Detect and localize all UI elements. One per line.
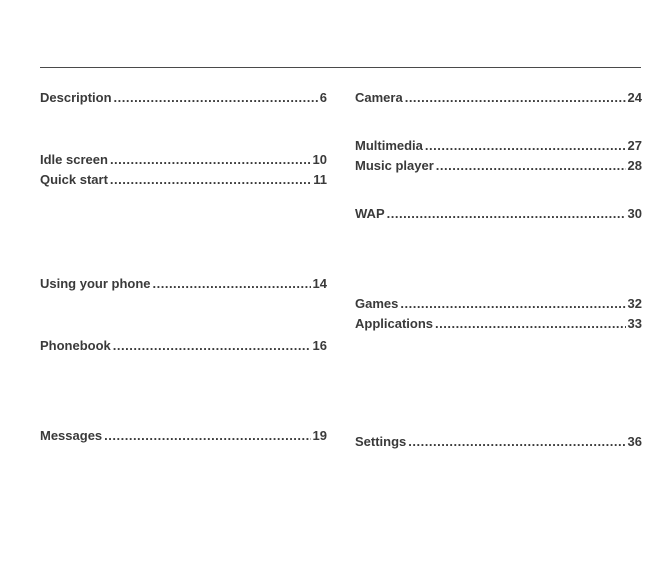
toc-entry-settings[interactable] bbox=[355, 434, 642, 450]
toc-title: Settings bbox=[355, 434, 407, 449]
toc-title: WAP bbox=[355, 206, 385, 221]
toc-leader bbox=[114, 90, 318, 106]
toc-title: Description bbox=[40, 90, 112, 105]
toc-page-number: 36 bbox=[627, 434, 642, 449]
toc-entry-games[interactable] bbox=[355, 296, 642, 312]
toc-entry-multimedia[interactable] bbox=[355, 138, 642, 154]
toc-leader bbox=[110, 152, 311, 168]
toc-title: Using your phone bbox=[40, 276, 151, 291]
toc-leader bbox=[435, 316, 626, 332]
toc-entry-using-your-phone[interactable] bbox=[40, 276, 327, 292]
toc-leader bbox=[400, 296, 625, 312]
toc-title: Multimedia bbox=[355, 138, 423, 153]
toc-page-number: 28 bbox=[627, 158, 642, 173]
header-rule bbox=[40, 67, 641, 68]
toc-title: Messages bbox=[40, 428, 103, 443]
toc-leader bbox=[387, 206, 626, 222]
toc-page-number: 24 bbox=[627, 90, 642, 105]
toc-title: Idle screen bbox=[40, 152, 108, 167]
toc-page-number: 10 bbox=[312, 152, 327, 167]
toc-title: Games bbox=[355, 296, 399, 311]
toc-page-number: 32 bbox=[627, 296, 642, 311]
toc-leader bbox=[110, 172, 311, 188]
toc-title: Quick start bbox=[40, 172, 108, 187]
toc-entry-music-player[interactable] bbox=[355, 158, 642, 174]
toc-page-number: 27 bbox=[627, 138, 642, 153]
toc-page-number: 6 bbox=[319, 90, 327, 105]
toc-leader bbox=[153, 276, 311, 292]
toc-title: Applications bbox=[355, 316, 434, 331]
toc-leader bbox=[436, 158, 626, 174]
toc-entry-quick-start[interactable] bbox=[40, 172, 327, 188]
toc-page-number: 19 bbox=[312, 428, 327, 443]
toc-leader bbox=[408, 434, 625, 450]
toc-title: Camera bbox=[355, 90, 403, 105]
toc-leader bbox=[104, 428, 310, 444]
toc-entry-wap[interactable] bbox=[355, 206, 642, 222]
toc-page-number: 16 bbox=[312, 338, 327, 353]
toc-page-number: 11 bbox=[313, 172, 327, 187]
toc-page-number: 14 bbox=[312, 276, 327, 291]
toc-entry-applications[interactable] bbox=[355, 316, 642, 332]
toc-entry-description[interactable] bbox=[40, 90, 327, 106]
toc-leader bbox=[405, 90, 626, 106]
toc-title: Music player bbox=[355, 158, 434, 173]
toc-entry-camera[interactable] bbox=[355, 90, 642, 106]
toc-title: Phonebook bbox=[40, 338, 111, 353]
toc-entry-idle-screen[interactable] bbox=[40, 152, 327, 168]
toc-leader bbox=[113, 338, 311, 354]
toc-leader bbox=[425, 138, 626, 154]
toc-page-number: 30 bbox=[627, 206, 642, 221]
toc-page-number: 33 bbox=[627, 316, 642, 331]
toc-entry-messages[interactable] bbox=[40, 428, 327, 444]
toc-entry-phonebook[interactable] bbox=[40, 338, 327, 354]
